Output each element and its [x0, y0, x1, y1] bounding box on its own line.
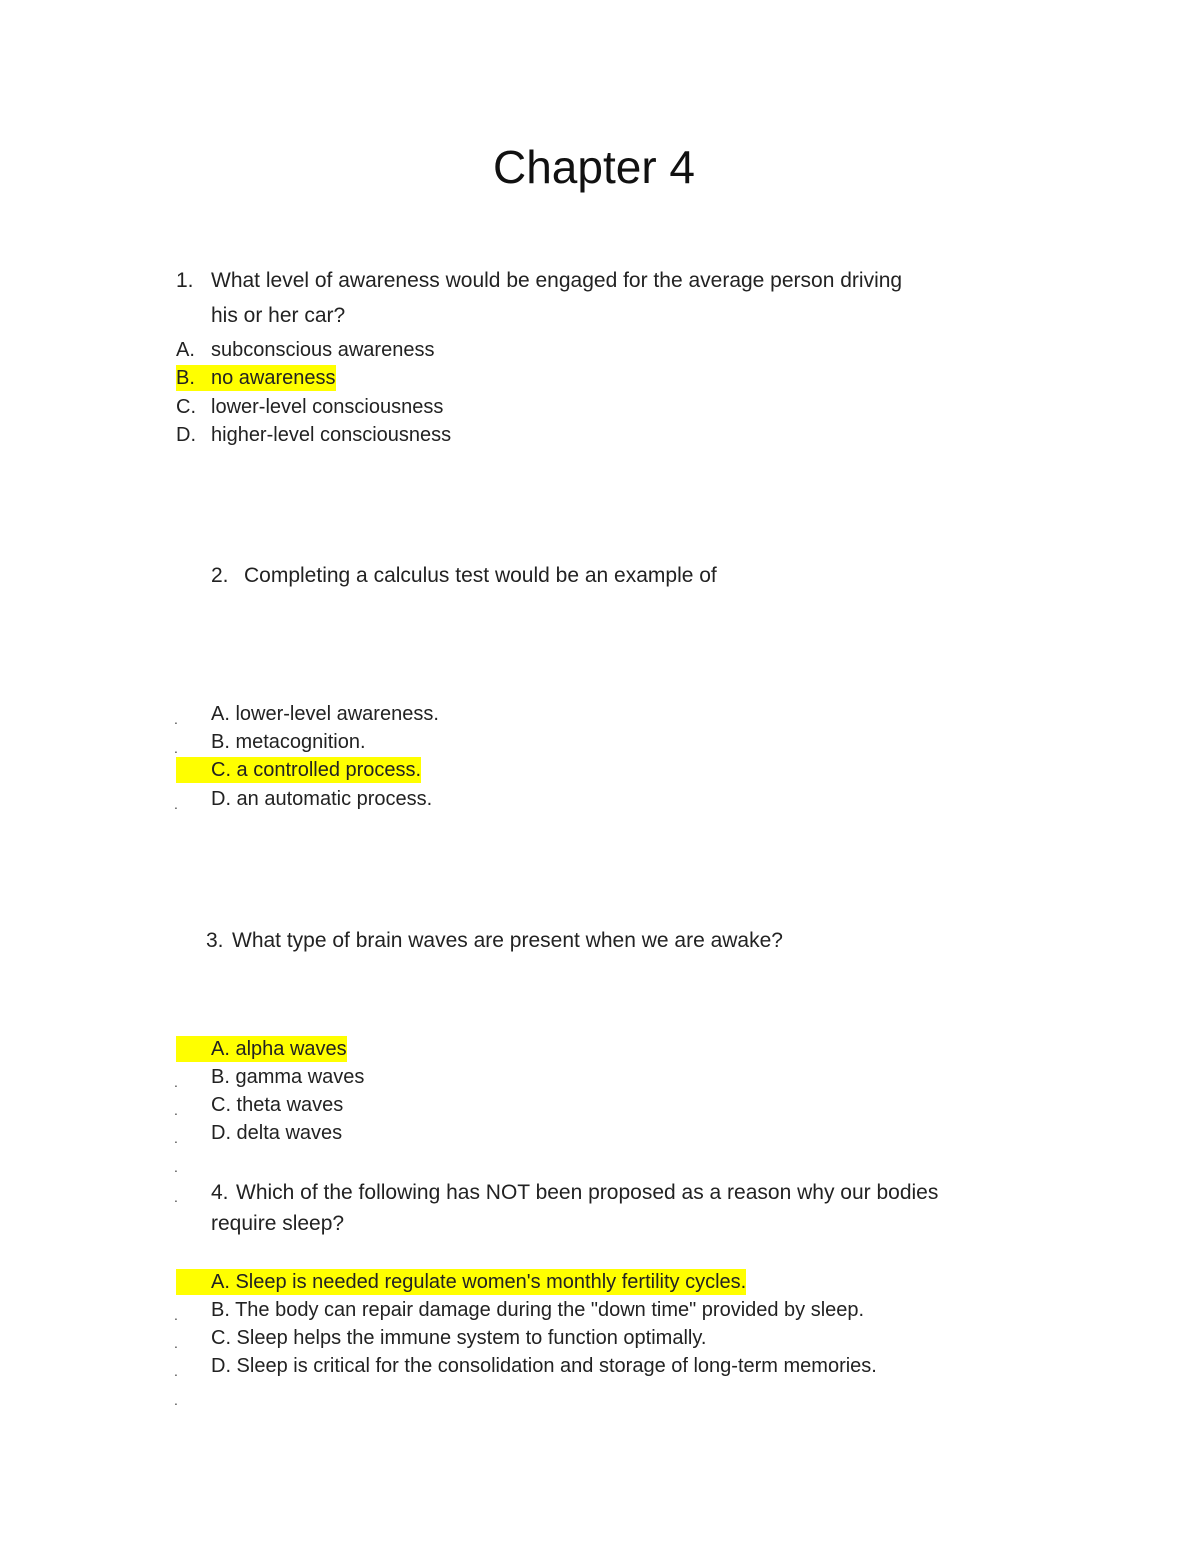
q3-answer-highlight-lead — [176, 1036, 211, 1062]
bullet-dot: . — [174, 1159, 178, 1175]
q4-answer-highlight-lead — [176, 1269, 211, 1295]
q3-option-b: B. gamma waves — [211, 1066, 365, 1088]
q3-option-d: D. delta waves — [211, 1122, 343, 1144]
q4-option-a-answer: A. Sleep is needed regulate women's monthly fertility cycles. — [211, 1271, 747, 1293]
question-2-text: Completing a calculus test would be an example of — [244, 564, 717, 587]
bullet-dot: . — [174, 1102, 178, 1118]
q1-option-b-letter: B. — [176, 365, 211, 391]
question-1-number: 1. — [176, 269, 194, 292]
q4-option-b: B. The body can repair damage during the "down time" provided by sleep. — [211, 1299, 865, 1321]
q1-option-a: subconscious awareness — [211, 339, 435, 361]
page-title: Chapter 4 — [492, 141, 695, 193]
q4-option-c: C. Sleep helps the immune system to function optimally. — [211, 1327, 707, 1349]
q3-option-c: C. theta waves — [211, 1094, 344, 1116]
q1-option-c-letter: C. — [176, 396, 196, 418]
question-3-text: What type of brain waves are present when we are awake? — [232, 929, 783, 952]
q1-option-c: lower-level consciousness — [211, 396, 444, 418]
question-4-text-line1: Which of the following has NOT been proposed as a reason why our bodies — [236, 1181, 939, 1204]
q2-option-a: A. lower-level awareness. — [211, 703, 439, 725]
question-3-number: 3. — [206, 929, 224, 952]
q1-option-b-answer: no awareness — [211, 367, 336, 389]
bullet-dot: . — [174, 1130, 178, 1146]
q2-answer-highlight-lead — [176, 757, 211, 783]
q2-option-c-answer: C. a controlled process. — [211, 759, 422, 781]
q1-option-d-letter: D. — [176, 424, 196, 446]
q1-option-d: higher-level consciousness — [211, 424, 452, 446]
bullet-dot: . — [174, 1307, 178, 1323]
q1-option-a-letter: A. — [176, 339, 195, 361]
question-4-text-line2: require sleep? — [211, 1212, 345, 1235]
bullet-dot: . — [174, 740, 178, 756]
question-1-text-line1: What level of awareness would be engaged for the average person driving — [211, 269, 903, 292]
q2-option-b: B. metacognition. — [211, 731, 366, 753]
bullet-dot: . — [174, 711, 178, 727]
bullet-dot: . — [174, 1074, 178, 1090]
q2-option-d: D. an automatic process. — [211, 788, 433, 810]
question-2-number: 2. — [211, 564, 229, 587]
question-1-text-line2: his or her car? — [211, 304, 346, 327]
bullet-dot: . — [174, 1335, 178, 1351]
question-4-number: 4. — [211, 1181, 229, 1204]
bullet-dot: . — [174, 1363, 178, 1379]
bullet-dot: . — [174, 796, 178, 812]
q4-option-d: D. Sleep is critical for the consolidation and storage of long-term memories. — [211, 1355, 877, 1377]
bullet-dot: . — [174, 1392, 178, 1408]
q3-option-a-answer: A. alpha waves — [211, 1038, 347, 1060]
bullet-dot: . — [174, 1189, 178, 1205]
